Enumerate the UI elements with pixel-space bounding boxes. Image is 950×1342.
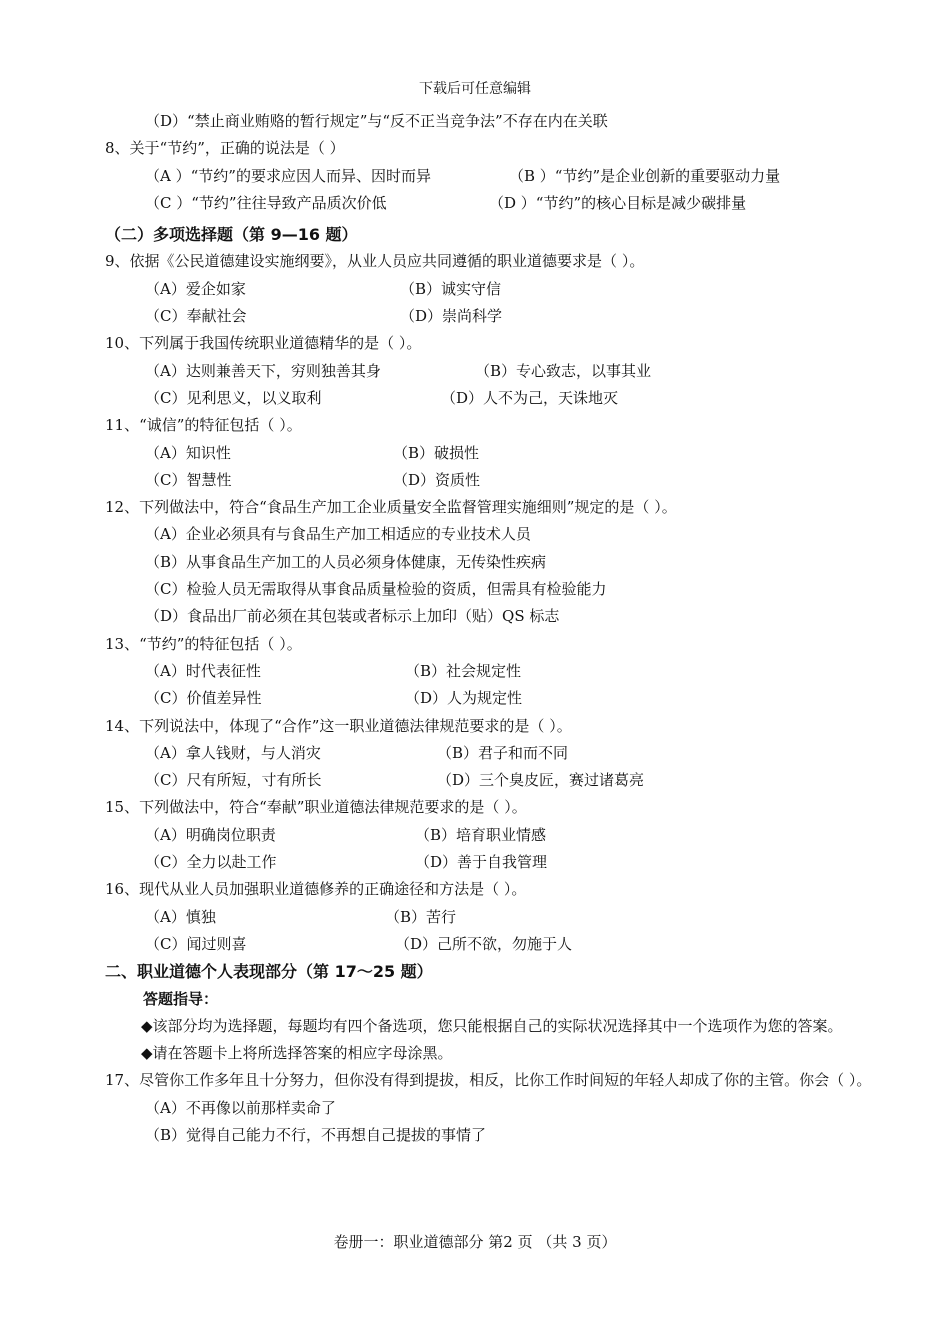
q15-options-cd (105, 849, 885, 876)
q15-option-a: （A）明确岗位职责 (145, 825, 276, 844)
guide-instruction-2: ◆请在答题卡上将所选择答案的相应字母涂黑。 (141, 1044, 453, 1063)
q13-option-d: （D）人为规定性 (405, 689, 523, 708)
q8-option-c: （C ）“节约”往往导致产品质次价低 (145, 193, 387, 212)
section-multiple-choice-title: （二）多项选择题（第 9—16 题） (105, 225, 358, 245)
q16-options-ab (105, 904, 885, 931)
q17-stem: 17、尽管你工作多年且十分努力，但你没有得到提拔，相反，比你工作时间短的年轻人却成了你的主管。你会（ ）。 (105, 1071, 872, 1090)
q10-stem: 10、下列属于我国传统职业道德精华的是（ ）。 (105, 334, 422, 353)
q10-option-d: （D）人不为己，天诛地灭 (441, 388, 619, 407)
q14-options-cd (105, 767, 885, 794)
q15-option-c: （C）全力以赴工作 (145, 853, 277, 872)
q15-stem: 15、下列做法中，符合“奉献”职业道德法律规范要求的是（ ）。 (105, 798, 527, 817)
q12-option-d: （D）食品出厂前必须在其包装或者标示上加印（贴）QS 标志 (145, 607, 560, 626)
q11-option-a: （A）知识性 (145, 443, 231, 462)
q17-option-b: （B）觉得自己能力不行，不再想自己提拔的事情了 (145, 1125, 487, 1144)
q17-option-a: （A）不再像以前那样卖命了 (145, 1098, 336, 1117)
page-footer: 卷册一：职业道德部分 第2 页 （共 3 页） (333, 1233, 617, 1251)
q12-stem: 12、下列做法中，符合“食品生产加工企业质量安全监督管理实施细则”规定的是（ ）。 (105, 498, 677, 517)
q14-option-b: （B）君子和而不同 (437, 743, 569, 762)
q8-option-d: （D ）“节约”的核心目标是减少碳排量 (489, 193, 747, 212)
q15-option-b: （B）培育职业情感 (415, 825, 547, 844)
q16-stem: 16、现代从业人员加强职业道德修养的正确途径和方法是（ ）。 (105, 880, 527, 899)
q9-option-b: （B）诚实守信 (400, 279, 502, 298)
q9-stem: 9、依据《公民道德建设实施纲要》，从业人员应共同遵循的职业道德要求是（ ）。 (105, 252, 645, 271)
q11-options-ab (105, 440, 885, 467)
q9-options-cd (105, 303, 885, 330)
q9-options-ab (105, 276, 885, 303)
q11-options-cd (105, 467, 885, 494)
q10-option-c: （C）见利思义，以义取利 (145, 388, 322, 407)
q8-options-ab (105, 163, 885, 190)
q13-stem: 13、“节约”的特征包括（ ）。 (105, 634, 302, 653)
q10-option-a: （A）达则兼善天下，穷则独善其身 (145, 361, 381, 380)
q11-option-d: （D）资质性 (393, 470, 481, 489)
q8-option-b: （B ）“节约”是企业创新的重要驱动力量 (509, 166, 781, 185)
q8-stem: 8、关于“节约”，正确的说法是（ ） (105, 139, 345, 158)
q14-option-c: （C）尺有所短，寸有所长 (145, 771, 322, 790)
q10-options-cd (105, 385, 885, 412)
guide-title: 答题指导： (143, 989, 219, 1008)
part-two-title: 二、职业道德个人表现部分（第 17～25 题） (105, 962, 433, 982)
q14-options-ab (105, 740, 885, 767)
q9-option-d: （D）崇尚科学 (400, 307, 503, 326)
q12-option-c: （C）检验人员无需取得从事食品质量检验的资质，但需具有检验能力 (145, 580, 607, 599)
q16-option-d: （D）己所不欲，勿施于人 (395, 934, 573, 953)
q16-option-c: （C）闻过则喜 (145, 934, 247, 953)
q12-option-a: （A）企业必须具有与食品生产加工相适应的专业技术人员 (145, 525, 531, 544)
q13-options-cd (105, 685, 885, 712)
q16-option-a: （A）慎独 (145, 907, 216, 926)
q16-options-cd (105, 931, 885, 958)
q8-options-cd (105, 190, 885, 217)
q10-options-ab (105, 358, 885, 385)
q10-option-b: （B）专心致志，以事其业 (475, 361, 652, 380)
q12-option-b: （B）从事食品生产加工的人员必须身体健康，无传染性疾病 (145, 552, 547, 571)
q13-option-a: （A）时代表征性 (145, 661, 261, 680)
q16-option-b: （B）苦行 (385, 907, 457, 926)
q14-option-a: （A）拿人钱财，与人消灾 (145, 743, 321, 762)
q13-options-ab (105, 658, 885, 685)
q7-option-d: （D）“禁止商业贿赂的暂行规定”与“反不正当竞争法”不存在内在关联 (145, 112, 608, 130)
q13-option-b: （B）社会规定性 (405, 661, 522, 680)
q9-option-a: （A）爱企如家 (145, 279, 246, 298)
q11-stem: 11、“诚信”的特征包括（ ）。 (105, 416, 302, 435)
q11-option-b: （B）破损性 (393, 443, 480, 462)
guide-instruction-1: ◆该部分均为选择题，每题均有四个备选项，您只能根据自己的实际状况选择其中一个选项作为您的答案。 (141, 1016, 843, 1035)
q14-stem: 14、下列说法中，体现了“合作”这一职业道德法律规范要求的是（ ）。 (105, 716, 572, 735)
q11-option-c: （C）智慧性 (145, 470, 232, 489)
q13-option-c: （C）价值差异性 (145, 689, 262, 708)
q15-options-ab (105, 822, 885, 849)
q9-option-c: （C）奉献社会 (145, 307, 247, 326)
q14-option-d: （D）三个臭皮匠，赛过诸葛亮 (437, 771, 645, 790)
page-header: 下载后可任意编辑 (419, 81, 531, 97)
q15-option-d: （D）善于自我管理 (415, 853, 548, 872)
document-body (105, 108, 885, 1149)
q8-option-a: （A ）“节约”的要求应因人而异、因时而异 (145, 166, 431, 185)
